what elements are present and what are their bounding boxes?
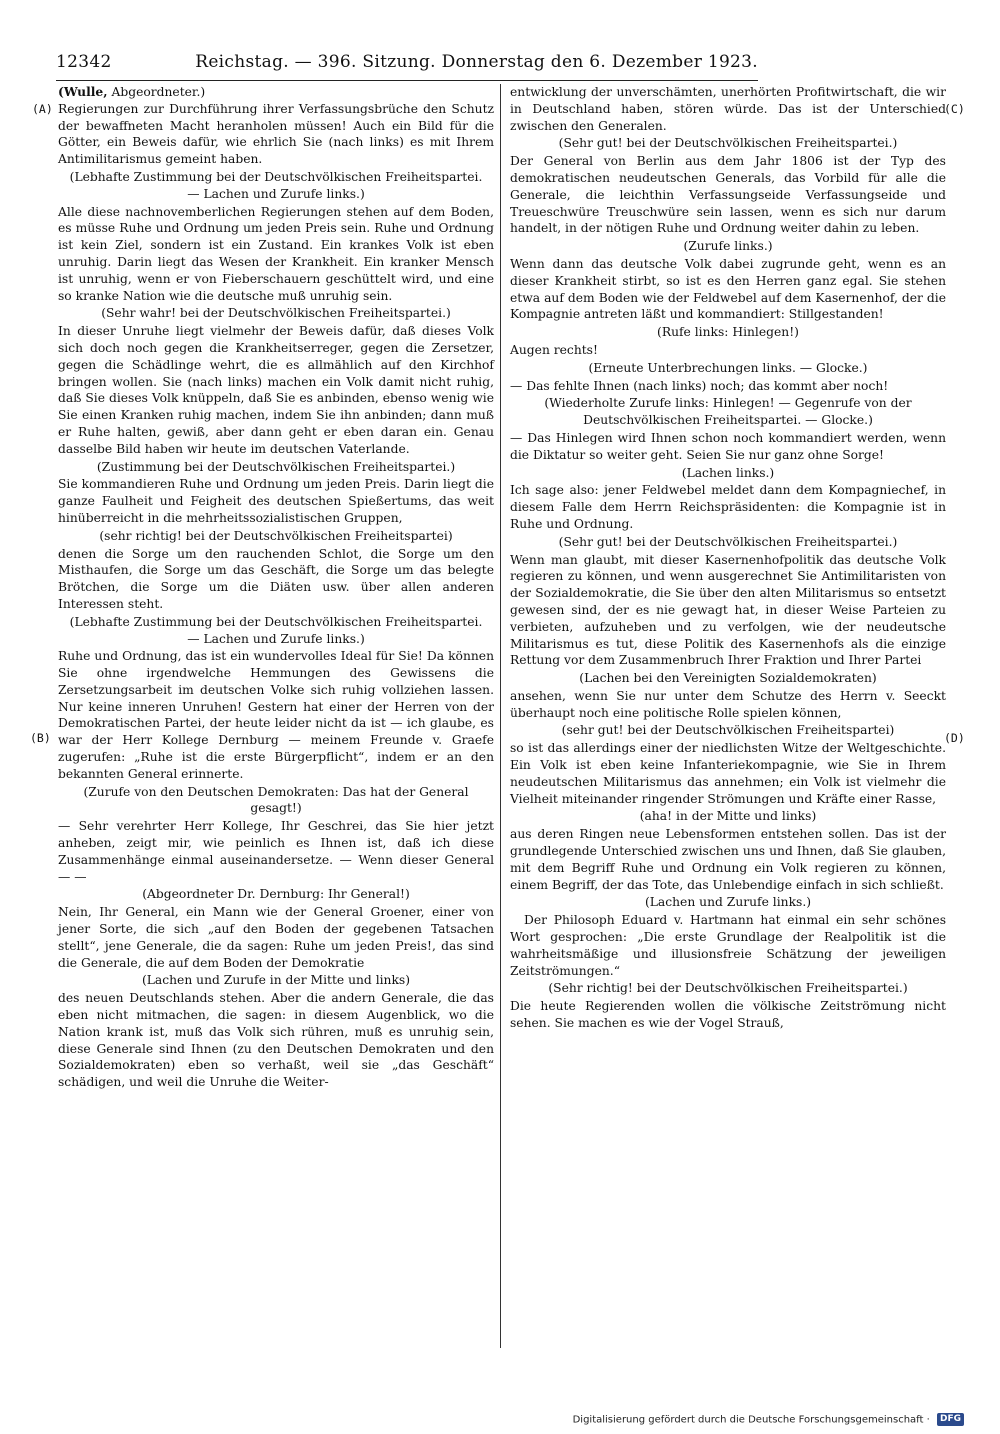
speaker-role: Abgeordneter.) <box>111 85 206 99</box>
paragraph: Nein, Ihr General, ein Mann wie der General Groener, einer von jener Sorte, die sich „auf den Boden der gegebenen Tatsachen stellt“, jene Generale, die da sagen: Ruhe um jeden Preis!, das sind die Generale, die auf dem Boden der Demokratie <box>58 905 494 970</box>
interjection: (aha! in der Mitte und links) <box>639 809 817 824</box>
interjection: (Zustimmung bei der Deutschvölkischen Freiheitspartei.) <box>96 459 456 474</box>
dfg-logo: DFG <box>937 1413 964 1426</box>
paragraph: denen die Sorge um den rauchenden Schlot, die Sorge um den Misthaufen, die Sorge um das Geschäft, die Sorge um das belegte Brötchen, die Sorge um die Diäten usw. über allen anderen Interessen steht. <box>58 546 494 611</box>
interjection: (Wiederholte Zurufe links: Hinlegen! — Gegenrufe von der Deutschvölkischen Freiheitspartei. — Glocke.) <box>544 396 912 428</box>
paragraph: In dieser Unruhe liegt vielmehr der Beweis dafür, daß dieses Volk sich doch noch gegen die Krankheitserreger, gegen die Zersetzer, gegen die Schädlinge wehrt, die es allmählich auf den Kirchhof bringen wollen. Sie (nach links) machen ein Volk damit nicht ruhig, daß Sie dieses Volk knüppeln, daß Sie es anbinden, ebenso wenig wie Sie einen Kranken ruhig machen, indem Sie ihn anbinden; dann muß er Ruhe halten, gewiß, aber dann geht er eben daran ein. Genau dasselbe Bild haben wir heute im deutschen Vaterlande. <box>58 324 494 456</box>
interjection: (Sehr wahr! bei der Deutschvölkischen Freiheitspartei.) <box>101 306 451 321</box>
footer-credit <box>573 1413 964 1426</box>
paragraph: Regierungen zur Durchführung ihrer Verfassungsbrüche den Schutz der bewaffneten Macht heranholen müssen! Auch ein Bild für die Götter, ein Beweis dafür, wie ehrlich Sie (nach links) es mit Ihrem Antimilitarismus gemeint haben. <box>58 101 494 167</box>
speaker-name: (Wulle, <box>58 84 108 99</box>
column-divider <box>500 84 501 1348</box>
paragraph: Wenn dann das deutsche Volk dabei zugrunde geht, wenn es an dieser Krankheit stirbt, so ist es den Herren ganz egal. Sie stehen etwa auf dem Boden wie der Feldwebel auf dem Kasernenhof, der die Kompagnie antreten läßt und kommandiert: Stillgestanden! <box>510 256 946 322</box>
margin-mark-b: (B) <box>30 731 51 745</box>
paragraph: Ruhe und Ordnung, das ist ein wundervolles Ideal für Sie! Da können Sie ohne irgendwelche Hemmungen des Gewissens die Zersetzungsarbeit im deutschen Volke sich ruhig vollziehen lassen. Nur keine inneren Unruhen! Gestern hat einer der Herren von der Demokratischen Partei, der heute leider nicht da ist — ich glaube, es war der Herr Kollege Dernburg — meinem Freunde v. Graefe zugerufen: „Ruhe ist die erste Bürgerpflicht“, indem er an den bekannten General erinnerte. <box>58 649 494 781</box>
interjection: (Sehr richtig! bei der Deutschvölkischen Freiheitspartei.) <box>548 981 908 996</box>
paragraph: Augen rechts! <box>510 342 598 357</box>
interjection: (Sehr gut! bei der Deutschvölkischen Freiheitspartei.) <box>558 136 898 151</box>
interjection: (sehr gut! bei der Deutschvölkischen Freiheitspartei) <box>561 723 895 738</box>
page-number: 12342 <box>56 52 112 72</box>
interjection: (Lachen links.) <box>681 465 775 480</box>
interjection: (Lachen und Zurufe links.) <box>644 895 812 910</box>
speaker-line <box>58 84 494 101</box>
paragraph: Ich sage also: jener Feldwebel meldet dann dem Kompagniechef, in diesem Falle dem Herrn Reichspräsidenten: die Kompagnie ist in Ruhe und Ordnung. <box>510 483 946 531</box>
interjection: (Lebhafte Zustimmung bei der Deutschvölkischen Freiheitspartei. — Lachen und Zurufe links.) <box>69 614 483 646</box>
paragraph: so ist das allerdings einer der niedlichsten Witze der Weltgeschichte. Ein Volk ist eben keine Infanteriekompagnie, wie Sie in Ihrem neudeutschen Militarismus das annehmen; ein Volk ist vielmehr die Vielheit miteinander ringender Strömungen und Kräfte einer Rasse, <box>510 741 946 806</box>
paragraph: Wenn man glaubt, mit dieser Kasernenhofpolitik das deutsche Volk regieren zu können, und wenn ausgerechnet Sie Antimilitaristen von der Sozialdemokratie, die Sie über den alten Militarismus so entsetzt gewesen sind, der es nie gewagt hat, in dieser Weise Parteien zu verbieten, aufzuheben und zu verfolgen, wie der neudeutsche Militarismus es tut, diese Politik des Kasernenhofs als die einzige Rettung vor dem Zusammenbruch Ihrer Fraktion und Ihrer Partei <box>510 552 946 668</box>
paragraph: — Das Hinlegen wird Ihnen schon noch kommandiert werden, wenn die Diktatur so weiter geht. Seien Sie nur ganz ohne Sorge! <box>510 430 946 462</box>
interjection: (Zurufe von den Deutschen Demokraten: Das hat der General gesagt!) <box>83 784 469 816</box>
margin-mark-a: (A) <box>32 102 53 116</box>
paragraph: Die heute Regierenden wollen die völkische Zeitströmung nicht sehen. Sie machen es wie der Vogel Strauß, <box>510 999 946 1031</box>
paragraph: entwicklung der unverschämten, unerhörten Profitwirtschaft, die wir in Deutschland haben, stören würde. Das ist der Unterschied zwischen den Generalen. <box>510 85 946 133</box>
paragraph: Alle diese nachnovemberlichen Regierungen stehen auf dem Boden, es müsse Ruhe und Ordnung um jeden Preis sein. Ruhe und Ordnung ist kein Ziel, sondern ist ein Zustand. Ein krankes Volk ist eben unruhig. Darin liegt das Wesen der Krankheit. Ein kranker Mensch ist unruhig, wenn er von Fieberschauern geschüttelt wird, und eine so kranke Nation wie die deutsche muß unruhig sein. <box>58 204 494 303</box>
paragraph: — Das fehlte Ihnen (nach links) noch; das kommt aber noch! <box>510 378 889 393</box>
interjection: (Abgeordneter Dr. Dernburg: Ihr General!) <box>142 887 410 902</box>
left-column <box>58 84 494 1092</box>
paragraph: Der General von Berlin aus dem Jahr 1806 ist der Typ des demokratischen neudeutschen Generals, das Vorbild für alle die Generale, die leichthin Verfassungseide Verfassungseide und Treueschwüre Treuschwüre sein lassen, wenn es sich nur darum handelt, in der nötigen Ruhe und Ordnung weiter dahin zu leben. <box>510 154 946 236</box>
interjection: (Erneute Unterbrechungen links. — Glocke.) <box>588 360 868 375</box>
paragraph: aus deren Ringen neue Lebensformen entstehen sollen. Das ist der grundlegende Unterschied zwischen uns und Ihnen, daß Sie glauben, mit dem Begriff Ruhe und Ordnung ein Volk regieren zu können, einem Begriff, der das Tote, das Unlebendige einfach in sich schließt. <box>510 827 946 892</box>
footer-text: Digitalisierung gefördert durch die Deutsche Forschungsgemeinschaft · <box>572 1414 930 1426</box>
interjection: (Lachen bei den Vereinigten Sozialdemokraten) <box>579 671 877 686</box>
paragraph: ansehen, wenn Sie nur unter dem Schutze des Herrn v. Seeckt überhaupt noch eine politische Rolle spielen können, <box>510 688 946 720</box>
paragraph: Der Philosoph Eduard v. Hartmann hat einmal ein sehr schönes Wort gesprochen: „Die erste Grundlage der Realpolitik ist die wahrheitsmäßige und illusionsfreie Schätzung der jeweiligen Zeitströmungen.“ <box>510 913 946 978</box>
page-header <box>56 52 758 80</box>
margin-mark-c: (C) <box>944 102 965 116</box>
interjection: (Sehr gut! bei der Deutschvölkischen Freiheitspartei.) <box>558 534 898 549</box>
paragraph: Sie kommandieren Ruhe und Ordnung um jeden Preis. Darin liegt die ganze Faulheit und Feigheit des deutschen Spießertums, das weit hinüberreicht in die mehrheitssozialistischen Gruppen, <box>58 477 494 525</box>
paragraph: des neuen Deutschlands stehen. Aber die andern Generale, die das eben nicht mitmachen, die sagen: in diesem Augenblick, wo die Nation krank ist, muß das Volk sich rühren, muß es unruhig sein, diese Generale sind Ihnen (zu den Deutschen Demokraten und den Sozialdemokraten) eben so verhaßt, weil sie „das Geschäft“ schädigen, und weil die Unruhe die Weiter- <box>58 991 494 1090</box>
interjection: (Zurufe links.) <box>683 239 773 254</box>
header-rule <box>56 80 758 81</box>
running-head: Reichstag. — 396. Sitzung. Donnerstag den 6. Dezember 1923. <box>195 52 758 72</box>
interjection: (Rufe links: Hinlegen!) <box>657 325 799 340</box>
interjection: (sehr richtig! bei der Deutschvölkischen Freiheitspartei) <box>99 528 453 543</box>
margin-mark-d: (D) <box>944 731 965 745</box>
right-column <box>510 84 946 1033</box>
interjection: (Lachen und Zurufe in der Mitte und links) <box>141 973 411 988</box>
interjection: (Lebhafte Zustimmung bei der Deutschvölkischen Freiheitspartei. — Lachen und Zurufe links.) <box>69 169 483 201</box>
paragraph: — Sehr verehrter Herr Kollege, Ihr Geschrei, das Sie hier jetzt anheben, zeigt mir, wie peinlich es Ihnen ist, daß ich diese Zusammenhänge einmal auseinandersetze. — Wenn dieser General — — <box>58 819 494 884</box>
